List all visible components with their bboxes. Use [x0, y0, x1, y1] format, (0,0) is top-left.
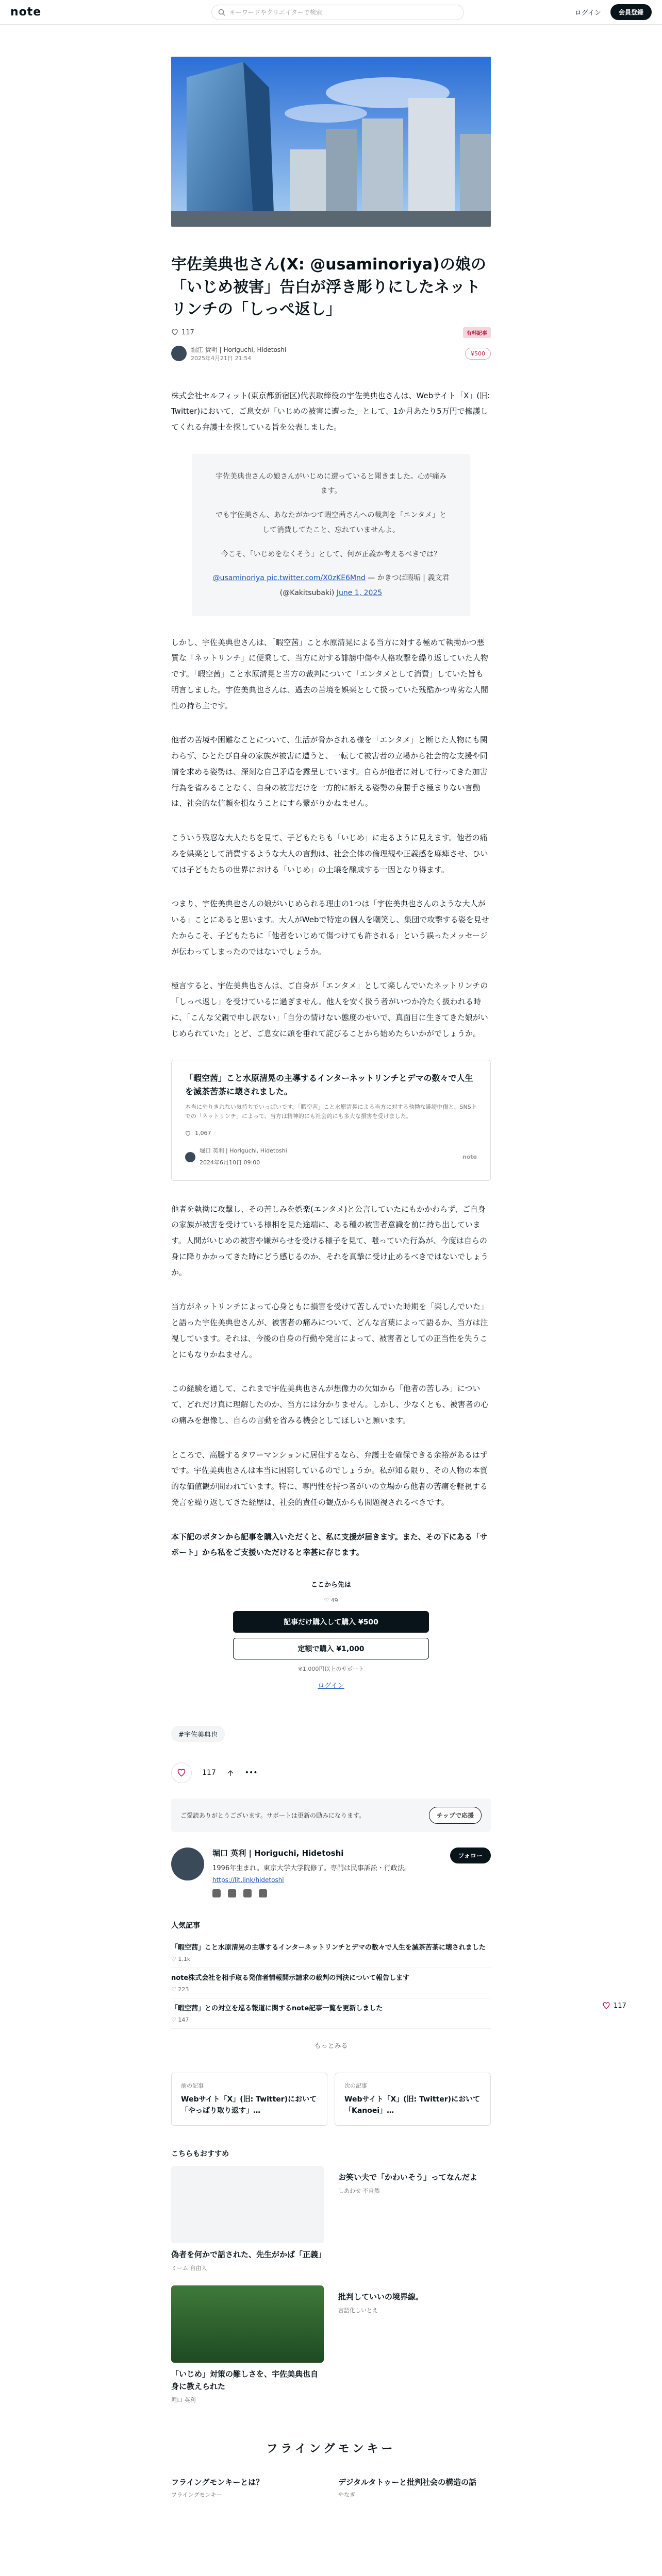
paragraph: 他者の苦境や困難なことについて、生活が脅かされる様を「エンタメ」と断じた人物にも関わらず、ひとたび自身の家族が被害に遭うと、一転して被害者の立場から社会的な支援や同情を求める姿勢は、深刻な自己矛盾を露呈しています。自らが他者に対して行ってきた加害行為を省みることなく、自身の被害だけを一方的に訴える姿勢の身勝手さ極まりない言動は、社会的な信頼を損なうことにすら繋がりかねません。 — [171, 735, 488, 808]
publish-date: 2025年4月21日 21:54 — [191, 354, 252, 362]
tweet-line: でも宇佐美さん、あなたがかつて暇空茜さんへの裁判を「エンタメ」として消費してたこと、忘れていませんよ。 — [216, 511, 446, 534]
paragraph: 本下記のボタンから記事を購入いただくと、私に支援が届きます。また、その下にある「サポート」から私をご支援いただけると幸甚に存じます。 — [171, 1532, 488, 1557]
recommend-grid — [171, 2166, 491, 2404]
recommend-title: こちらもおすすめ — [171, 2149, 229, 2158]
tweet-line: 宇佐美典也さんの娘さんがいじめに遭っていると聞きました。心が痛みます。 — [216, 472, 446, 496]
list-item[interactable]: フライングモンキーとは？ フライングモンキー — [171, 2477, 264, 2498]
recommend-card[interactable]: 「いじめ」対策の難しさを、宇佐美典也自身に教えられた 堀口 英利 — [171, 2285, 324, 2404]
paragraph: こういう残忍な大人たちを見て、子どもたちも「いじめ」に走るように見えます。他者の痛みを娯楽として消費するような大人の言動は、社会全体の倫理観や正義感を麻痺させ、ひいては子どもたちの世界における「いじめ」の土壌を醸成する一因となり得ます。 — [171, 833, 488, 874]
forest-thumbnail — [171, 2285, 324, 2363]
share-icon[interactable] — [226, 1769, 235, 1777]
instagram-icon[interactable] — [228, 1889, 236, 1897]
price-badge: ¥500 — [465, 348, 491, 360]
paywall-section: ここから先は ♡ 49 記事だけ購入して購入 ¥500 定額で購入 ¥1,000 ※1,000円以上のサポート ログイン — [166, 1579, 496, 1690]
embed-likes: 1,067 — [195, 1129, 211, 1137]
embedded-tweet — [192, 454, 470, 616]
tweet-source: — かきつば暇垢 | 義文君 (@Kakitsubaki) — [279, 574, 450, 597]
support-note: ※1,000円以上のサポート — [297, 1666, 365, 1673]
heart-icon — [177, 1768, 186, 1777]
follow-button[interactable]: フォロー — [450, 1848, 491, 1863]
tip-button[interactable]: チップで応援 — [429, 1807, 482, 1824]
recommend-card[interactable]: お笑い夫で「かわいそう」ってなんだよ しあわせ 不自然 — [338, 2172, 478, 2194]
profile-link[interactable]: https://lit.link/hidetoshi — [212, 1876, 284, 1884]
search-icon — [218, 9, 225, 16]
search-input[interactable] — [211, 5, 464, 20]
article-main — [166, 25, 496, 2499]
magazine-brand: フライングモンキー — [266, 2442, 396, 2455]
tip-text: ご愛読ありがとうございます。サポートは更新の励みになります。 — [180, 1812, 366, 1820]
hero-image — [171, 57, 491, 227]
paragraph: 極言すると、宇佐美典也さんは、ご自身が「エンタメ」として楽しんでいたネットリンチの「しっぺ返し」を受けているに過ぎません。他人を安く扱う者がいつか冷たく扱われる時に、「こんな父親で申し訳ない」「自分の情けない態度のせいで、真面目に生きてきた娘がいじめられていた」とど、ご息女に頭を垂れて詫びることから始めたらいかがでしょうか。 — [171, 981, 488, 1038]
paywall-likes: 49 — [330, 1597, 338, 1604]
embed-date: 2024年6月10日 09:00 — [200, 1159, 260, 1166]
article-title: 宇佐美典也さん(X: @usaminoriya)の娘の「いじめ被害」告白が浮き彫りにしたネットリンチの「しっぺ返し」 — [171, 256, 486, 318]
like-button[interactable] — [171, 1762, 192, 1783]
popular-title: 人気記事 — [171, 1922, 200, 1930]
login-link[interactable]: ログイン — [574, 9, 601, 17]
paywall-label: ここから先は — [310, 1581, 351, 1589]
paragraph: ところで、高騰するタワーマンションに居住するなら、弁護士を確保できる余裕があるはずです。宇佐美典也さんは本当に困窮しているのでしょうか。私が知る限り、その人物の本質的な価値観が問われています。特に、専門性を持つ者がいの立場から他者の苦痛を軽視する発言を繰り返してきた経歴は、社会的責任の観点からも問題視されるべきです。 — [171, 1450, 488, 1507]
profile-name[interactable]: 堀口 英利 | Horiguchi, Hidetoshi — [212, 1849, 344, 1858]
subscribe-button[interactable]: 定額で購入 ¥1,000 — [233, 1638, 429, 1659]
more-options-icon[interactable]: ••• — [244, 1769, 258, 1777]
like-count[interactable]: 117 — [171, 329, 194, 336]
prev-article-card[interactable]: 前の記事 Webサイト「X」(旧: Twitter)において「やっぱり取り返す」… — [171, 2073, 327, 2126]
list-item[interactable]: 「暇空茜」こと水原清晃の主導するインターネットリンチとデマの数々で人生を滅茶苦茶に壊されました ♡ 1.1k — [171, 1938, 491, 1968]
author-name[interactable]: 堀江 貴明 | Horiguchi, Hidetoshi — [191, 346, 287, 353]
list-item[interactable]: note株式会社を相手取る発信者情報開示請求の裁判の判決について報告します ♡ 223 — [171, 1968, 491, 1998]
youtube-icon[interactable] — [243, 1889, 252, 1897]
buy-article-button[interactable]: 記事だけ購入して購入 ¥500 — [233, 1611, 429, 1633]
show-more-link[interactable]: もっとみる — [314, 2042, 348, 2050]
heart-icon — [602, 2002, 610, 2010]
tweet-link[interactable]: @usaminoriya pic.twitter.com/X0zKE6Mnd — [212, 574, 366, 583]
embed-author-avatar — [185, 1152, 195, 1162]
floating-like[interactable]: 117 — [602, 2002, 626, 2010]
top-header — [0, 0, 662, 25]
embed-description: 本当にやりきれない気持ちでいっぱいです。「暇空茜」こと水原清晃による当方に対する執拗な誹謗中傷と、SNS上での「ネットリンチ」によって、当方は精神的にも社会的にも多大な損害を受けました。 — [185, 1103, 477, 1120]
paragraph: 株式会社セルフィット(東京都新宿区)代表取締役の宇佐美典也さんは、Webサイト「X」(旧: Twitter)において、ご息女が「いじめの被害に遭った」として、1か月あたり5万円で擁護してくれる弁護士を探している旨を公表しました。 — [171, 391, 490, 432]
magazine-list — [171, 2477, 491, 2499]
tweet-line: 今こそ、「いじめをなくそう」として、何が正義か考えるべきでは？ — [221, 550, 441, 558]
paragraph: しかし、宇佐美典也さんは、「暇空茜」こと水原清晃による当方に対する極めて執拗かつ悪質な「ネットリンチ」に便乗して、当方に対する誹謗中傷や人格攻撃を繰り返していた人物です。「暇空茜」こと水原清晃と当方の裁判について「エンタメとして消費」していた旨も明言しました。宇佐美典也さんは、過去の苦境を娯楽として扱っていた残酷かつ卑劣な人間性の持ち主です。 — [171, 637, 489, 710]
facebook-icon[interactable] — [259, 1889, 267, 1897]
signup-button[interactable]: 会員登録 — [610, 4, 652, 20]
paragraph: 当方がネットリンチによって心身ともに損害を受けて苦しんでいた時期を「楽しんでいた」と語った宇佐美典也さんが、被害者の痛みについて、どんな言葉によって語るか、当方は注視しています。それは、今後の自身の行動や発言によって、被害者としての正当性を失うことにもなりかねません。 — [171, 1302, 489, 1359]
article-actions — [171, 1762, 491, 1783]
article-navigation — [171, 2073, 491, 2126]
article-body — [171, 388, 491, 1561]
tweet-date-link[interactable]: June 1, 2025 — [336, 588, 383, 597]
embed-note-logo: note — [462, 1153, 477, 1160]
next-article-card[interactable]: 次の記事 Webサイト「X」(旧: Twitter)において「Kanoei」… — [335, 2073, 491, 2126]
paragraph: つまり、宇佐美典也さんの娘がいじめられる理由の1つは「宇佐美典也さんのような大人がいる」ことにあると思います。大人がWebで特定の個人を嘲笑し、集団で攻撃する姿を見せたからこそ、子どもたちに「他者をいじめて傷つけても許される」という誤ったメッセージが伝わってしまったのではないでしょうか。 — [171, 899, 489, 956]
tip-box — [171, 1799, 491, 1832]
profile-bio: 1996年生まれ。東京大学大学院修了。専門は民事訴訟・行政法。 — [212, 1865, 411, 1873]
embedded-article-card[interactable] — [171, 1060, 491, 1180]
city-photo — [171, 57, 491, 227]
action-like-count: 117 — [202, 1769, 216, 1777]
profile-avatar[interactable] — [171, 1848, 204, 1880]
author-row — [171, 345, 491, 362]
heart-icon — [185, 1131, 191, 1137]
heart-icon — [171, 329, 178, 336]
creator-profile — [171, 1848, 491, 1897]
card-thumbnail — [171, 2166, 324, 2243]
recommend-card[interactable]: 批判していいの境界線。 言語化しいとえ — [338, 2292, 424, 2314]
list-item[interactable]: 「暇空茜」との対立を巡る報道に関するnote記事一覧を更新しました ♡ 147 — [171, 1998, 491, 2029]
article-meta — [171, 327, 491, 338]
x-icon[interactable] — [212, 1889, 221, 1897]
hashtag-chip[interactable]: #宇佐美典也 — [171, 1726, 225, 1742]
paragraph: この経験を通して、これまで宇佐美典也さんが想像力の欠如から「他者の苦しみ」について、どれだけ真に理解したのか、当方には分かりません。しかし、少なくとも、被害者の心の痛みを想像し、自らの言動を省みる機会としてほしいと願います。 — [171, 1384, 489, 1425]
list-item[interactable]: デジタルタトゥーと批判社会の構造の話 やなぎ — [338, 2477, 477, 2498]
paywall-login-link[interactable]: ログイン — [318, 1682, 344, 1690]
note-logo[interactable]: note — [10, 6, 42, 19]
recommend-card[interactable]: 偽者を何かで話された、先生がかば「正義」 ミーム 自由人 — [171, 2166, 324, 2272]
author-avatar[interactable] — [171, 346, 187, 361]
paid-badge: 有料記事 — [463, 327, 491, 338]
embed-title: 「暇空茜」こと水原清晃の主導するインターネットリンチとデマの数々で人生を滅茶苦茶に壊されました。 — [185, 1073, 473, 1096]
search-placeholder: キーワードやクリエイターで検索 — [229, 9, 322, 16]
embed-author: 堀口 英利 | Horiguchi, Hidetoshi — [200, 1147, 287, 1155]
paragraph: 他者を執拗に攻撃し、その苦しみを娯楽(エンタメ)と公言していたにもかかわらず、ご自身の家族が被害を受けている様相を見た途端に、ある種の被害者意識を前に持ち出しています。人間がいじめの被害や嫌がらせを受ける様子を見て、嗤っていた行為が、今度は自らの身に降りかかってきた時にどう感じるのか、それを真摯に受け止めるべきではないでしょうか。 — [171, 1204, 489, 1277]
